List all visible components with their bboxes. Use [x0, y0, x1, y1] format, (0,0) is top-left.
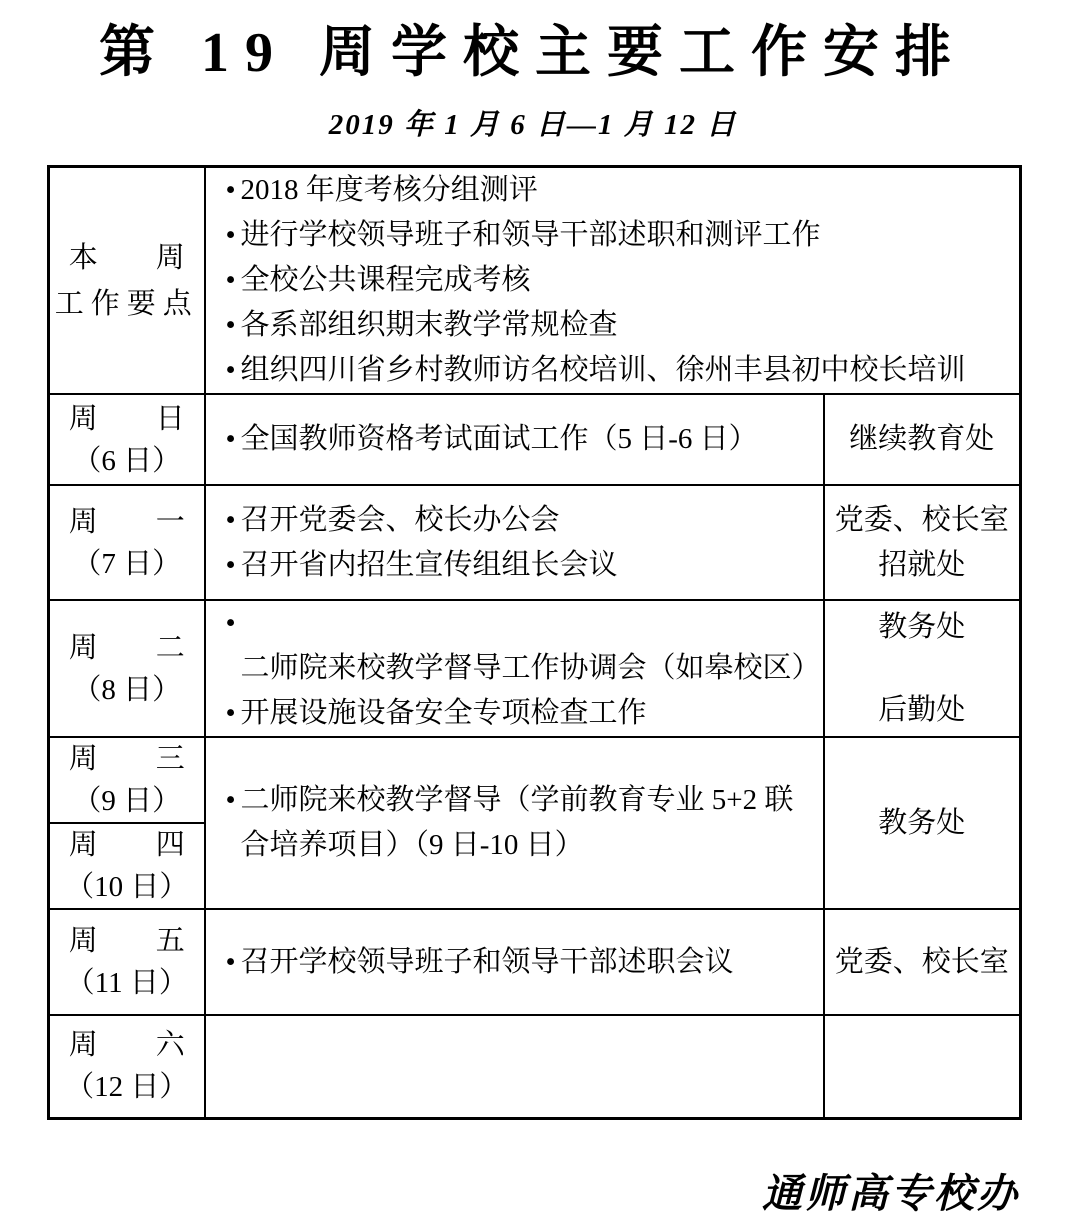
- document-title: 第 19 周学校主要工作安排: [99, 22, 967, 84]
- day-date: （10 日）: [65, 871, 189, 903]
- week-summary-label-cell: [49, 167, 205, 395]
- work-item: • 组织四川省乡村教师访名校培训、徐州丰县初中校长培训: [226, 348, 1012, 393]
- row-friday: [49, 909, 1021, 1015]
- work-item: • 进行学校领导班子和领导干部述职和测评工作: [226, 213, 1012, 258]
- department-name: 后勤处: [878, 693, 966, 726]
- department-cell-sunday: [824, 394, 1021, 485]
- day-cell-wednesday: [49, 737, 205, 823]
- department-cell-wednesday-thursday: [824, 737, 1021, 909]
- day-name: 周 三: [68, 743, 185, 775]
- row-wednesday: [49, 737, 1021, 823]
- day-name: 周 五: [68, 925, 185, 957]
- work-items-cell-tuesday: [205, 600, 824, 737]
- work-items-cell-saturday: [205, 1015, 824, 1118]
- department-name: 教务处: [878, 806, 966, 839]
- weekly-schedule-table: [47, 165, 1022, 1120]
- work-item: • 开展设施设备安全专项检查工作: [226, 691, 815, 736]
- day-date: （7 日）: [72, 547, 182, 580]
- work-items-cell-friday: [205, 909, 824, 1015]
- day-date: （9 日）: [72, 785, 182, 817]
- work-item: • 全国教师资格考试面试工作（5 日-6 日）: [226, 417, 815, 462]
- day-date: （12 日）: [65, 1071, 189, 1104]
- department-name: 教务处: [878, 610, 966, 643]
- day-name: 周 六: [68, 1029, 185, 1062]
- signature: 通师高专校办: [762, 1170, 1020, 1216]
- day-cell-tuesday: [49, 600, 205, 737]
- day-cell-sunday: [49, 394, 205, 485]
- row-monday: [49, 485, 1021, 600]
- day-name: 周 一: [68, 505, 185, 538]
- day-name: 周 日: [68, 402, 185, 435]
- department-name: 党委、校长室: [834, 945, 1009, 978]
- day-cell-thursday: [49, 823, 205, 909]
- day-name: 周 四: [68, 829, 185, 861]
- week-summary-label-line1: 本 周: [68, 241, 185, 274]
- work-items-cell-wednesday-thursday: [205, 737, 824, 909]
- day-date: （6 日）: [72, 444, 182, 477]
- day-name: 周 二: [68, 631, 185, 664]
- department-cell-tuesday: [824, 600, 1021, 737]
- work-items-cell-monday: [205, 485, 824, 600]
- row-sunday: [49, 394, 1021, 485]
- date-range: 2019 年 1 月 6 日—1 月 12 日: [328, 109, 738, 141]
- department-name: 继续教育处: [849, 423, 995, 455]
- work-item: • 全校公共课程完成考核: [226, 258, 1012, 303]
- work-item: • 召开党委会、校长办公会: [226, 498, 815, 543]
- work-item: • 二师院来校教学督导（学前教育专业 5+2 联合培养项目）（9 日-10 日）: [226, 778, 815, 868]
- day-cell-saturday: [49, 1015, 205, 1118]
- day-date: （11 日）: [65, 967, 188, 999]
- work-item: • 召开省内招生宣传组组长会议: [226, 543, 815, 588]
- work-item: • 2018 年度考核分组测评: [226, 168, 1012, 213]
- department-cell-monday: [824, 485, 1021, 600]
- department-cell-friday: [824, 909, 1021, 1015]
- work-item: • 各系部组织期末教学常规检查: [226, 303, 1012, 348]
- work-item: • 召开学校领导班子和领导干部述职会议: [226, 940, 815, 985]
- work-items-cell-sunday: [205, 394, 824, 485]
- day-date: （8 日）: [72, 673, 182, 706]
- day-cell-monday: [49, 485, 205, 600]
- week-summary-items-cell: [205, 167, 1021, 395]
- day-cell-friday: [49, 909, 205, 1015]
- row-tuesday: [49, 600, 1021, 737]
- row-week-summary: [49, 167, 1021, 395]
- department-name: 党委、校长室: [834, 503, 1009, 536]
- week-summary-label-line2: 工作要点: [54, 287, 199, 320]
- department-name: 招就处: [878, 548, 966, 581]
- work-item: • 二师院来校教学督导工作协调会（如皋校区）: [226, 601, 815, 691]
- row-saturday: [49, 1015, 1021, 1118]
- department-cell-saturday: [824, 1015, 1021, 1118]
